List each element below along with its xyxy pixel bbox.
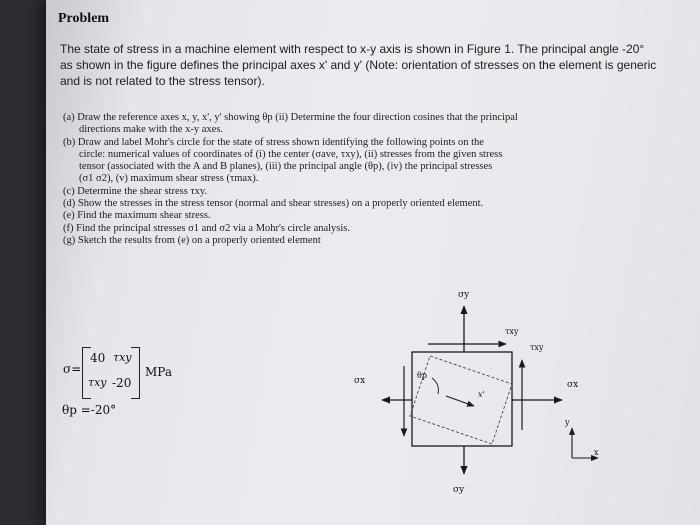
part-f: (f) Find the principal stresses σ1 and σ2 via a Mohr's circle analysis. <box>63 222 351 234</box>
problem-heading: Problem <box>58 11 110 26</box>
tensor-a22: -20 <box>112 376 132 390</box>
part-c: (c) Determine the shear stress τxy. <box>63 185 208 197</box>
part-b-line-1: (b) Draw and label Mohr's circle for the state of stress shown identifying the following points on the <box>63 136 484 148</box>
label-y-axis: y <box>565 418 570 427</box>
part-e: (e) Find the maximum shear stress. <box>63 210 211 222</box>
label-tau-top: τxy <box>505 327 519 336</box>
x-prime-axis-arrow <box>446 396 474 406</box>
label-x-prime: x' <box>478 390 485 399</box>
tensor-a11: 40 <box>90 351 106 365</box>
part-g: (g) Sketch the results from (e) on a properly oriented element <box>63 234 321 246</box>
principal-angle-value: θp =-20° <box>62 403 117 417</box>
part-b-line-4: (σ1 σ2), (v) maximum shear stress (τmax). <box>79 173 259 185</box>
label-tau-right: τxy <box>530 343 544 352</box>
label-sigma-y-bottom: σy <box>453 485 465 495</box>
label-sigma-x-left: σx <box>354 376 366 386</box>
part-b-line-3: tensor (associated with the A and B planes), (iii) the principal angle (θp), (iv) the principal stresses <box>79 161 493 173</box>
label-theta-p: θp <box>417 371 427 380</box>
principal-element-dashed <box>410 356 512 444</box>
label-sigma-y-top: σy <box>458 290 470 300</box>
tensor-a21: τxy <box>88 376 107 389</box>
tensor-symbol: σ= <box>63 362 82 376</box>
theta-arc <box>432 378 438 394</box>
part-b-line-2: circle: numerical values of coordinates of (i) the center (σave, τxy), (ii) stresses from the given stress <box>79 148 503 160</box>
part-a-line-1: (a) Draw the reference axes x, y, x', y' showing θp (ii) Determine the four direction cosines that the principal <box>63 112 518 123</box>
label-x-axis: x <box>594 448 599 457</box>
label-sigma-x-right: σx <box>567 380 579 390</box>
part-d: (d) Show the stresses in the stress tensor (normal and shear stresses) on a properly oriented element. <box>63 198 484 210</box>
stress-element-square <box>412 352 512 446</box>
part-a-line-2: directions make with the x-y axes. <box>79 124 224 136</box>
problem-statement: The state of stress in a machine element with respect to x-y axis is shown in Figure 1. The principal angle -20° as shown in the figure defines the principal axes x' and y' (Note: orientation of stresses on the element is generic and is not related to the stress tensor). <box>60 42 657 88</box>
tensor-unit: MPa <box>145 365 172 379</box>
tensor-a12: τxy <box>113 351 132 364</box>
